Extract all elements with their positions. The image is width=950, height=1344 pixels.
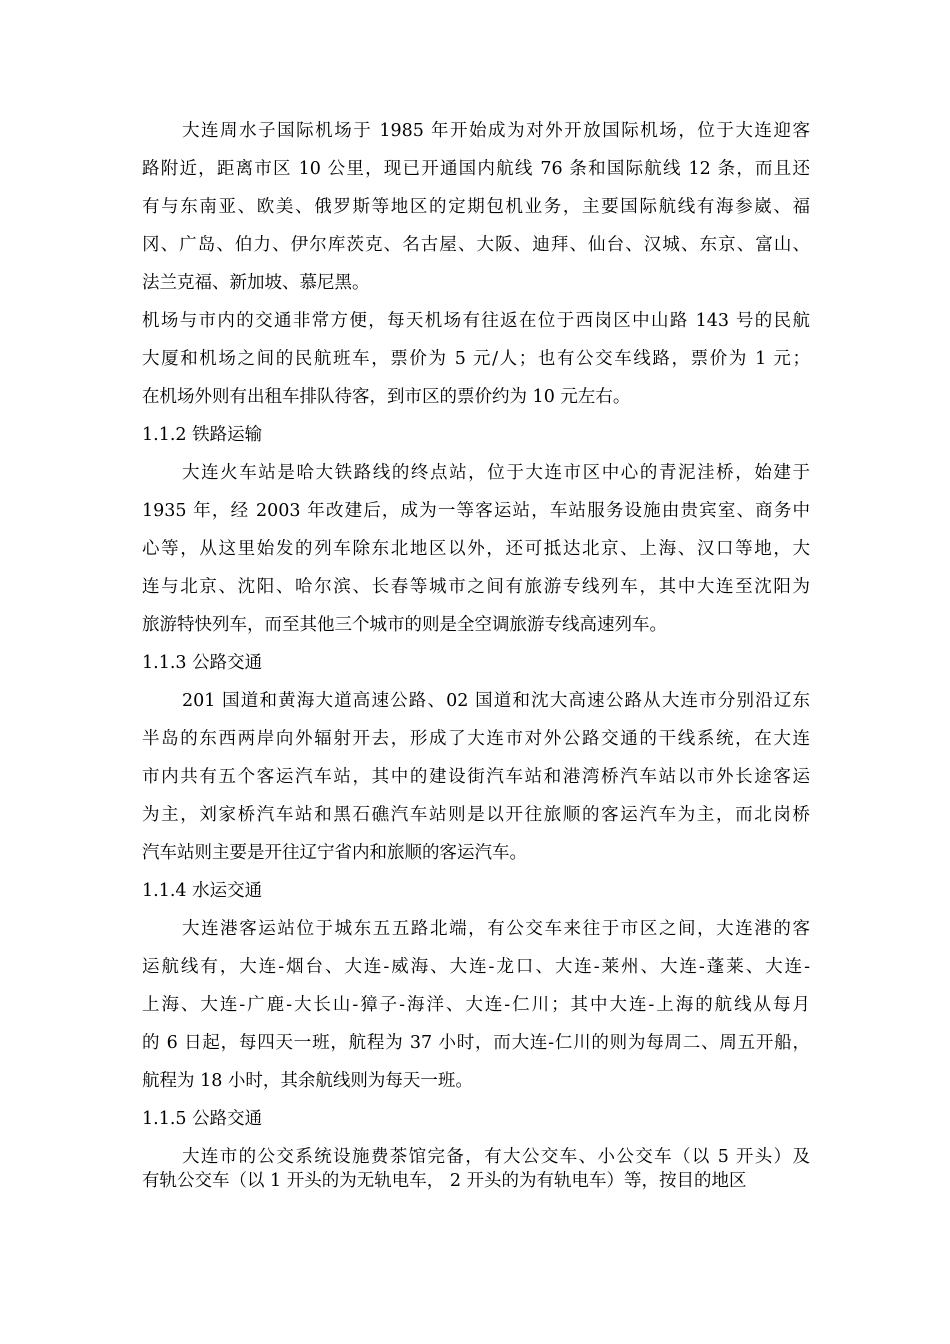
paragraph-line: 路附近，距离市区 10 公里，现已开通国内航线 76 条和国际航线 12 条，而且还 xyxy=(142,159,810,179)
paragraph-line: 旅游特快列车，而至其他三个城市的则是全空调旅游专线高速列车。 xyxy=(142,615,667,635)
paragraph-line: 有与东南亚、欧美、俄罗斯等地区的定期包机业务，主要国际航线有海参崴、福 xyxy=(142,197,810,217)
paragraph-line: 市内共有五个客运汽车站，其中的建设街汽车站和港湾桥汽车站以市外长途客运 xyxy=(142,767,810,787)
paragraph-line: 201 国道和黄海大道高速公路、02 国道和沈大高速公路从大连市分别沿辽东 xyxy=(182,691,810,711)
paragraph-line: 冈、广岛、伯力、伊尔库茨克、名古屋、大阪、迪拜、仙台、汉城、东京、富山、 xyxy=(142,235,810,255)
paragraph-line: 上海、大连-广鹿-大长山-獐子-海洋、大连-仁川；其中大连-上海的航线从每月 xyxy=(142,995,810,1015)
section-heading: 1.1.5 公路交通 xyxy=(142,1109,263,1129)
paragraph-line: 航程为 18 小时，其余航线则为每天一班。 xyxy=(142,1071,473,1091)
section-heading: 1.1.3 公路交通 xyxy=(142,653,263,673)
paragraph-line: 大连港客运站位于城东五五路北端，有公交车来往于市区之间，大连港的客 xyxy=(182,919,810,939)
paragraph-line: 有轨公交车（以 1 开头的为无轨电车， 2 开头的为有轨电车）等，按目的地区 xyxy=(142,1171,747,1191)
paragraph-line: 大连市的公交系统设施费茶馆完备，有大公交车、小公交车（以 5 开头）及 xyxy=(182,1147,810,1167)
paragraph-line: 在机场外则有出租车排队待客，到市区的票价约为 10 元左右。 xyxy=(142,387,631,407)
paragraph-line: 1935 年，经 2003 年改建后，成为一等客运站，车站服务设施由贵宾室、商务中 xyxy=(142,501,810,521)
paragraph-line: 心等，从这里始发的列车除东北地区以外，还可抵达北京、上海、汉口等地，大 xyxy=(142,539,810,559)
paragraph-line: 大连火车站是哈大铁路线的终点站，位于大连市区中心的青泥洼桥，始建于 xyxy=(182,463,810,483)
section-heading: 1.1.4 水运交通 xyxy=(142,881,263,901)
paragraph-line: 半岛的东西两岸向外辐射开去，形成了大连市对外公路交通的干线系统，在大连 xyxy=(142,729,810,749)
paragraph-line: 大厦和机场之间的民航班车，票价为 5 元/人；也有公交车线路，票价为 1 元； xyxy=(142,349,810,369)
paragraph-line: 运航线有，大连-烟台、大连-威海、大连-龙口、大连-莱州、大连-蓬莱、大连- xyxy=(142,957,810,977)
paragraph-line: 汽车站则主要是开往辽宁省内和旅顺的客运汽车。 xyxy=(142,843,527,863)
paragraph-line: 大连周水子国际机场于 1985 年开始成为对外开放国际机场，位于大连迎客 xyxy=(182,121,810,141)
paragraph-line: 连与北京、沈阳、哈尔滨、长春等城市之间有旅游专线列车，其中大连至沈阳为 xyxy=(142,577,810,597)
paragraph-line: 的 6 日起，每四天一班，航程为 37 小时，而大连-仁川的则为每周二、周五开船， xyxy=(142,1033,810,1053)
paragraph-line: 为主，刘家桥汽车站和黑石礁汽车站则是以开往旅顺的客运汽车为主，而北岗桥 xyxy=(142,805,810,825)
paragraph-line: 机场与市内的交通非常方便，每天机场有往返在位于西岗区中山路 143 号的民航 xyxy=(142,311,810,331)
paragraph-line: 法兰克福、新加坡、慕尼黑。 xyxy=(142,273,370,293)
section-heading: 1.1.2 铁路运输 xyxy=(142,425,263,445)
